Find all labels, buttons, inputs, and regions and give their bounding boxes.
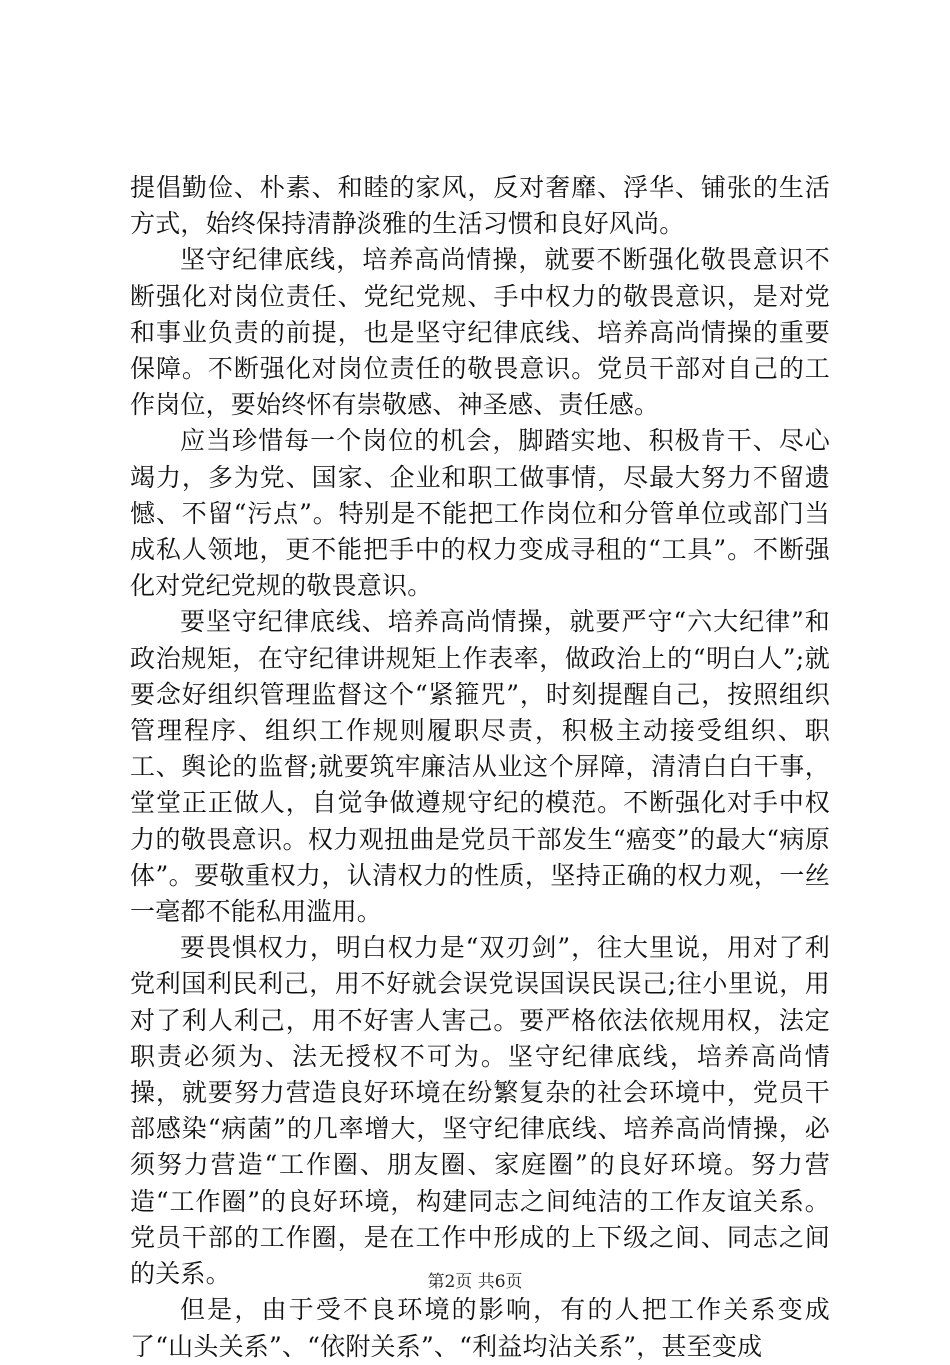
paragraph-4: 要坚守纪律底线、培养高尚情操，就要严守“六大纪律”和政治规矩，在守纪律讲规矩上作表率，做政治上的“明白人”;就要念好组织管理监督这个“紧箍咒”，时刻提醒自己，按照组织管理程序、组织工作规则履职尽责，积极主动接受组织、职工、舆论的监督;就要筑牢廉洁从业这个屏障，清清白白干事，堂堂正正做人，自觉争做遵规守纪的模范。不断强化对手中权力的敬畏意识。权力观扭曲是党员干部发生“癌变”的最大“病原体”。要敬重权力，认清权力的性质，坚持正确的权力观，一丝一毫都不能私用滥用。 [130,607,830,927]
paragraph-1: 提倡勤俭、朴素、和睦的家风，反对奢靡、浮华、铺张的生活方式，始终保持清静淡雅的生活习惯和良好风尚。 [130,173,830,239]
paragraph-2: 坚守纪律底线，培养高尚情操，就要不断强化敬畏意识不断强化对岗位责任、党纪党规、手中权力的敬畏意识，是对党和事业负责的前提，也是坚守纪律底线、培养高尚情操的重要保障。不断强化对岗位责任的敬畏意识。党员干部对自己的工作岗位，要始终怀有崇敬感、神圣感、责任感。 [130,245,830,420]
document-body [130,170,830,1365]
paragraph-6: 但是，由于受不良环境的影响，有的人把工作关系变成了“山头关系”、“依附关系”、“利益均沾关系”，甚至变成 [130,1295,830,1361]
page-number-footer: 第2页 共6页 [427,1272,523,1292]
paragraph-5: 要畏惧权力，明白权力是“双刃剑”，往大里说，用对了利党利国利民利己，用不好就会误党误国误民误己;往小里说，用对了利人利己，用不好害人害己。要严格依法依规用权，法定职责必须为、法无授权不可为。坚守纪律底线，培养高尚情操，就要努力营造良好环境在纷繁复杂的社会环境中，党员干部感染“病菌”的几率增大，坚守纪律底线、培养高尚情操，必须努力营造“工作圈、朋友圈、家庭圈”的良好环境。努力营造“工作圈”的良好环境，构建同志之间纯洁的工作友谊关系。党员干部的工作圈，是在工作中形成的上下级之间、同志之间的关系。 [130,933,830,1289]
paragraph-3: 应当珍惜每一个岗位的机会，脚踏实地、积极肯干、尽心竭力，多为党、国家、企业和职工做事情，尽最大努力不留遗憾、不留“污点”。特别是不能把工作岗位和分管单位或部门当成私人领地，更不能把手中的权力变成寻租的“工具”。不断强化对党纪党规的敬畏意识。 [130,426,830,601]
